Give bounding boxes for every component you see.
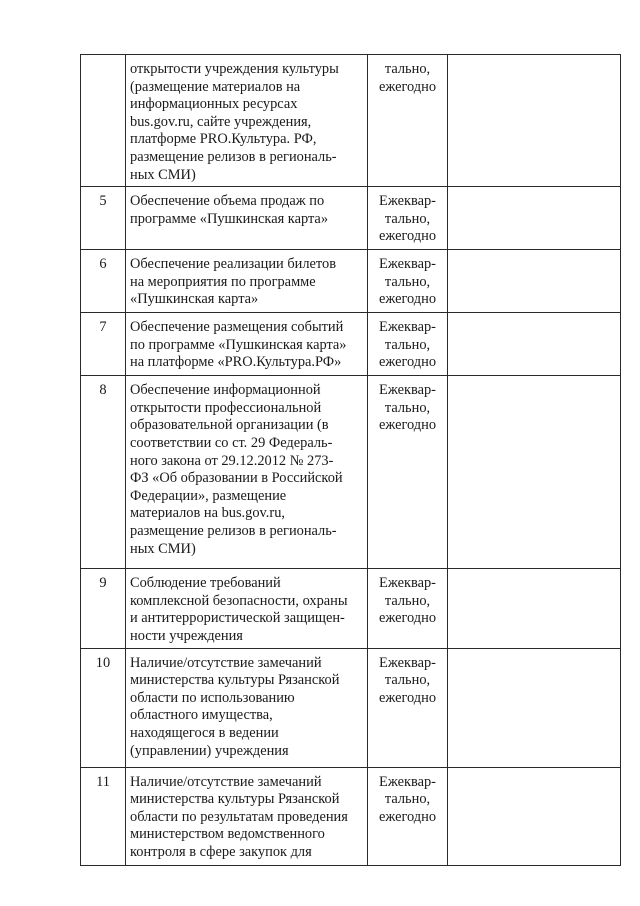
period-line: ежегодно	[378, 610, 437, 627]
period-line: ежегодно	[378, 291, 437, 308]
description-line: образовательной организации (в	[130, 417, 329, 434]
description-line: по программе «Пушкинская карта»	[130, 336, 347, 353]
criteria-table	[80, 54, 621, 866]
description-line: области по использованию	[130, 689, 295, 706]
period-line: Ежеквар-	[379, 773, 436, 790]
description-line: материалов на bus.gov.ru,	[130, 505, 285, 522]
row-number: 7	[81, 313, 126, 376]
description-line: платформе PRO.Культура. РФ,	[130, 131, 317, 148]
criterion-description	[126, 376, 368, 569]
description-line: Наличие/отсутствие замечаний	[130, 773, 322, 790]
table-row	[81, 648, 621, 767]
description-line: на платформе «PRO.Культура.РФ»	[130, 354, 342, 371]
description-line: министерства культуры Рязанской	[130, 672, 340, 689]
reporting-period	[368, 648, 448, 767]
period-line: Ежеквар-	[379, 654, 436, 671]
description-line: открытости профессиональной	[130, 399, 322, 416]
period-line: тально,	[384, 672, 431, 689]
table-row	[81, 187, 621, 250]
description-line: находящегося в ведении	[130, 724, 279, 741]
criterion-description	[126, 648, 368, 767]
criterion-description	[126, 767, 368, 865]
description-line: ных СМИ)	[130, 166, 196, 183]
criterion-description	[126, 313, 368, 376]
period-line: Ежеквар-	[379, 575, 436, 592]
period-line: Ежеквар-	[379, 382, 436, 399]
criterion-description	[126, 250, 368, 313]
description-line: комплексной безопасности, охраны	[130, 592, 348, 609]
row-number: 8	[81, 376, 126, 569]
description-line: ного закона от 29.12.2012 № 273-	[130, 452, 334, 469]
criterion-description	[126, 569, 368, 648]
reporting-period	[368, 250, 448, 313]
description-line: ных СМИ)	[130, 540, 196, 557]
table-row	[81, 376, 621, 569]
description-line: и антитеррористической защищен-	[130, 610, 345, 627]
criterion-description	[126, 187, 368, 250]
period-line: Ежеквар-	[379, 193, 436, 210]
description-line: министерством ведомственного	[130, 826, 325, 843]
period-line: тально,	[384, 210, 431, 227]
table-row	[81, 313, 621, 376]
description-line: информационных ресурсах	[130, 96, 298, 113]
period-line: ежегодно	[378, 78, 437, 95]
description-line: размещение релизов в региональ-	[130, 522, 337, 539]
row-number	[81, 55, 126, 187]
description-line: Обеспечение реализации билетов	[130, 256, 337, 273]
description-line: Обеспечение размещения событий	[130, 319, 344, 336]
reporting-period	[368, 376, 448, 569]
period-line: ежегодно	[378, 417, 437, 434]
row-number: 6	[81, 250, 126, 313]
period-line: ежегодно	[378, 354, 437, 371]
reporting-period	[368, 569, 448, 648]
table-body	[81, 55, 621, 866]
table-row	[81, 767, 621, 865]
empty-cell	[448, 376, 621, 569]
table-row	[81, 250, 621, 313]
description-line: Наличие/отсутствие замечаний	[130, 654, 322, 671]
period-line: ежегодно	[378, 228, 437, 245]
description-line: Соблюдение требований	[130, 575, 281, 592]
period-line: тально,	[384, 336, 431, 353]
reporting-period	[368, 313, 448, 376]
description-line: контроля в сфере закупок для	[130, 843, 312, 860]
period-line: тально,	[384, 61, 431, 77]
empty-cell	[448, 55, 621, 187]
row-number: 5	[81, 187, 126, 250]
reporting-period	[368, 187, 448, 250]
description-line: на мероприятия по программе	[130, 273, 316, 290]
description-line: соответствии со ст. 29 Федераль-	[130, 434, 333, 451]
empty-cell	[448, 569, 621, 648]
description-line: областного имущества,	[130, 707, 273, 724]
row-number: 10	[81, 648, 126, 767]
description-line: области по результатам проведения	[130, 808, 348, 825]
period-line: тально,	[384, 791, 431, 808]
empty-cell	[448, 250, 621, 313]
description-line: bus.gov.ru, сайте учреждения,	[130, 113, 312, 130]
description-line: ности учреждения	[130, 627, 243, 644]
description-line: министерства культуры Рязанской	[130, 791, 340, 808]
criterion-description	[126, 55, 368, 187]
row-number: 9	[81, 569, 126, 648]
period-line: тально,	[384, 592, 431, 609]
period-line: тально,	[384, 399, 431, 416]
empty-cell	[448, 187, 621, 250]
period-line: ежегодно	[378, 808, 437, 825]
row-number: 11	[81, 767, 126, 865]
period-line: тально,	[384, 273, 431, 290]
description-line: (размещение материалов на	[130, 78, 301, 95]
empty-cell	[448, 767, 621, 865]
period-line: Ежеквар-	[379, 256, 436, 273]
period-line: Ежеквар-	[379, 319, 436, 336]
empty-cell	[448, 313, 621, 376]
description-line: открытости учреждения культуры	[130, 61, 339, 77]
description-line: программе «Пушкинская карта»	[130, 210, 329, 227]
period-line: ежегодно	[378, 689, 437, 706]
reporting-period	[368, 55, 448, 187]
table-row	[81, 55, 621, 187]
description-line: Федерации», размещение	[130, 487, 287, 504]
description-line: размещение релизов в региональ-	[130, 148, 337, 165]
description-line: (управлении) учреждения	[130, 742, 289, 759]
description-line: Обеспечение объема продаж по	[130, 193, 325, 210]
reporting-period	[368, 767, 448, 865]
description-line: «Пушкинская карта»	[130, 291, 259, 308]
empty-cell	[448, 648, 621, 767]
table-row	[81, 569, 621, 648]
description-line: Обеспечение информационной	[130, 382, 321, 399]
description-line: ФЗ «Об образовании в Российской	[130, 470, 343, 487]
